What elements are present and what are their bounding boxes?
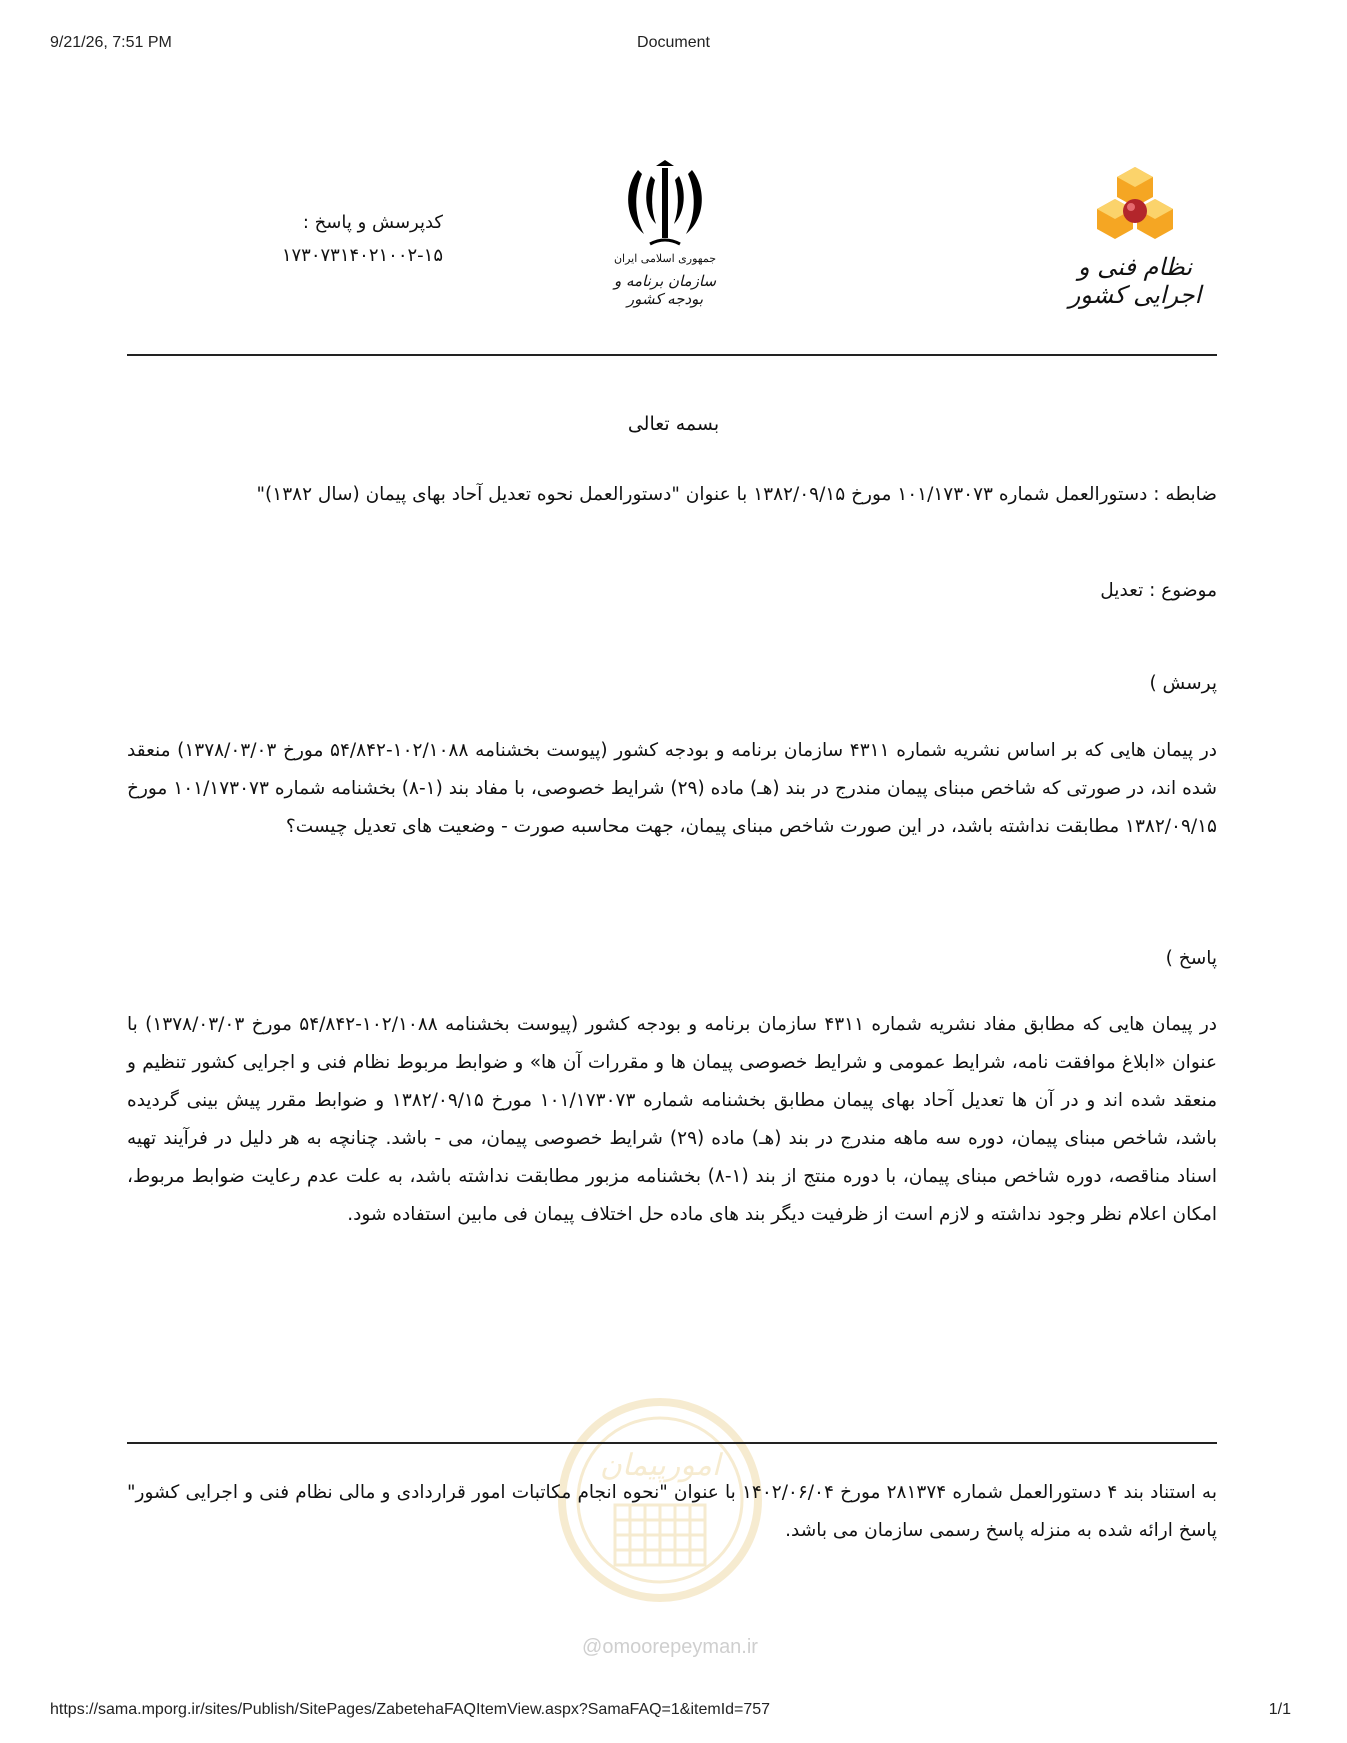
iran-emblem (600, 160, 730, 310)
logo-text: نظام فنی و اجرایی کشور (1068, 253, 1202, 309)
subject-line: موضوع : تعدیل (1100, 580, 1217, 601)
answer-heading: پاسخ ) (1165, 948, 1217, 969)
basmala: بسمه تعالی (627, 413, 720, 435)
question-code-label: کدپرسش و پاسخ : (302, 212, 443, 233)
regulation-line: ضابطه : دستورالعمل شماره ۱۰۱/۱۷۳۰۷۳ مورخ ۱۳۸۲/۰۹/۱۵ با عنوان "دستورالعمل نحوه تعدیل آحاد بهای پیمان (سال ۱۳۸۲)" (256, 484, 1217, 505)
watermark-site (540, 1636, 800, 1659)
print-footer (0, 1701, 1347, 1723)
nezam-fanni-logo (1055, 165, 1215, 309)
print-header (0, 34, 1347, 56)
header-divider (127, 354, 1217, 356)
print-url: https://sama.mporg.ir/sites/Publish/SitePages/ZabetehaFAQItemView.aspx?SamaFAQ=1&itemId=757 (50, 1701, 771, 1718)
question-heading: پرسش ) (1149, 673, 1217, 694)
print-page-number: 1/1 (1268, 1701, 1291, 1718)
question-code-block (228, 206, 443, 272)
footer-divider (127, 1442, 1217, 1444)
emblem-line-2: سازمان برنامه و بودجه کشور (613, 272, 717, 308)
answer-text: در پیمان هایی که مطابق مفاد نشریه شماره ۴۳۱۱ سازمان برنامه و بودجه کشور (پیوست بخشنامه ۱۰۲/۱۰۸۸-۵۴/۸۴۲ مورخ ۱۳۷۸/۰۳/۰۳) با عنوان «ابلاغ موافقت نامه، شرایط عمومی و شرایط خصوصی پیمان ها و مقررات آن ها» و ضوابط مربوط نظام فنی و اجرایی کشور تنظیم و منعقد شده اند و در آن ها تعدیل آحاد بهای پیمان مطابق بخشنامه شماره ۱۰۱/۱۷۳۰۷۳ مورخ ۱۳۸۲/۰۹/۱۵ و ضوابط مقرر پیش بینی گردیده باشد، شاخص مبنای پیمان، دوره سه ماهه مندرج در بند (هـ) ماده (۲۹) شرایط خصوصی پیمان، می - باشد. چنانچه به هر دلیل در فرآیند تهیه اسناد مناقصه، دوره شاخص مبنای پیمان، با دوره منتج از بند (۱-۸) بخشنامه مزبور مطابقت نداشته باشد، به علت عدم رعایت ضوابط مربوط، امکان اعلام نظر وجود نداشته و لازم است از ظرفیت دیگر بند های ماده حل اختلاف پیمان فی مابین استفاده شود. (127, 1014, 1217, 1225)
emblem-line-1: جمهوری اسلامی ایران (613, 252, 717, 265)
allah-emblem-icon (620, 160, 710, 250)
question-text: در پیمان هایی که بر اساس نشریه شماره ۴۳۱۱ سازمان برنامه و بودجه کشور (پیوست بخشنامه ۱۰۲/۱۰۸۸-۵۴/۸۴۲ مورخ ۱۳۷۸/۰۳/۰۳) منعقد شده اند، در صورتی که شاخص مبنای پیمان مندرج در بند (هـ) ماده (۲۹) شرایط خصوصی، با مفاد بند (۱-۸) بخشنامه شماره ۱۰۱/۱۷۳۰۷۳ مورخ ۱۳۸۲/۰۹/۱۵ مطابقت نداشته باشد، در این صورت شاخص مبنای پیمان، جهت محاسبه صورت - وضعیت های تعدیل چیست؟ (127, 740, 1217, 837)
watermark-site-label: omoorepeyman.ir (602, 1636, 758, 1658)
question-code-value: ۱۷۳۰۷۳۱۴۰۲۱۰۰۲-۱۵ (281, 245, 443, 266)
at-icon: @ (582, 1636, 603, 1658)
watermark-logo-text: امورپیمان (599, 1448, 721, 1483)
cubes-logo-icon (1055, 165, 1215, 250)
print-datetime: 9/21/26, 7:51 PM (50, 34, 172, 51)
print-title: Document (637, 34, 710, 51)
footer-note: به استناد بند ۴ دستورالعمل شماره ۲۸۱۳۷۴ مورخ ۱۴۰۲/۰۶/۰۴ با عنوان "نحوه انجام مکاتبات امور قراردادی و مالی نظام فنی و اجرایی کشور" پاسخ ارائه شده به منزله پاسخ رسمی سازمان می باشد. (127, 1482, 1217, 1541)
